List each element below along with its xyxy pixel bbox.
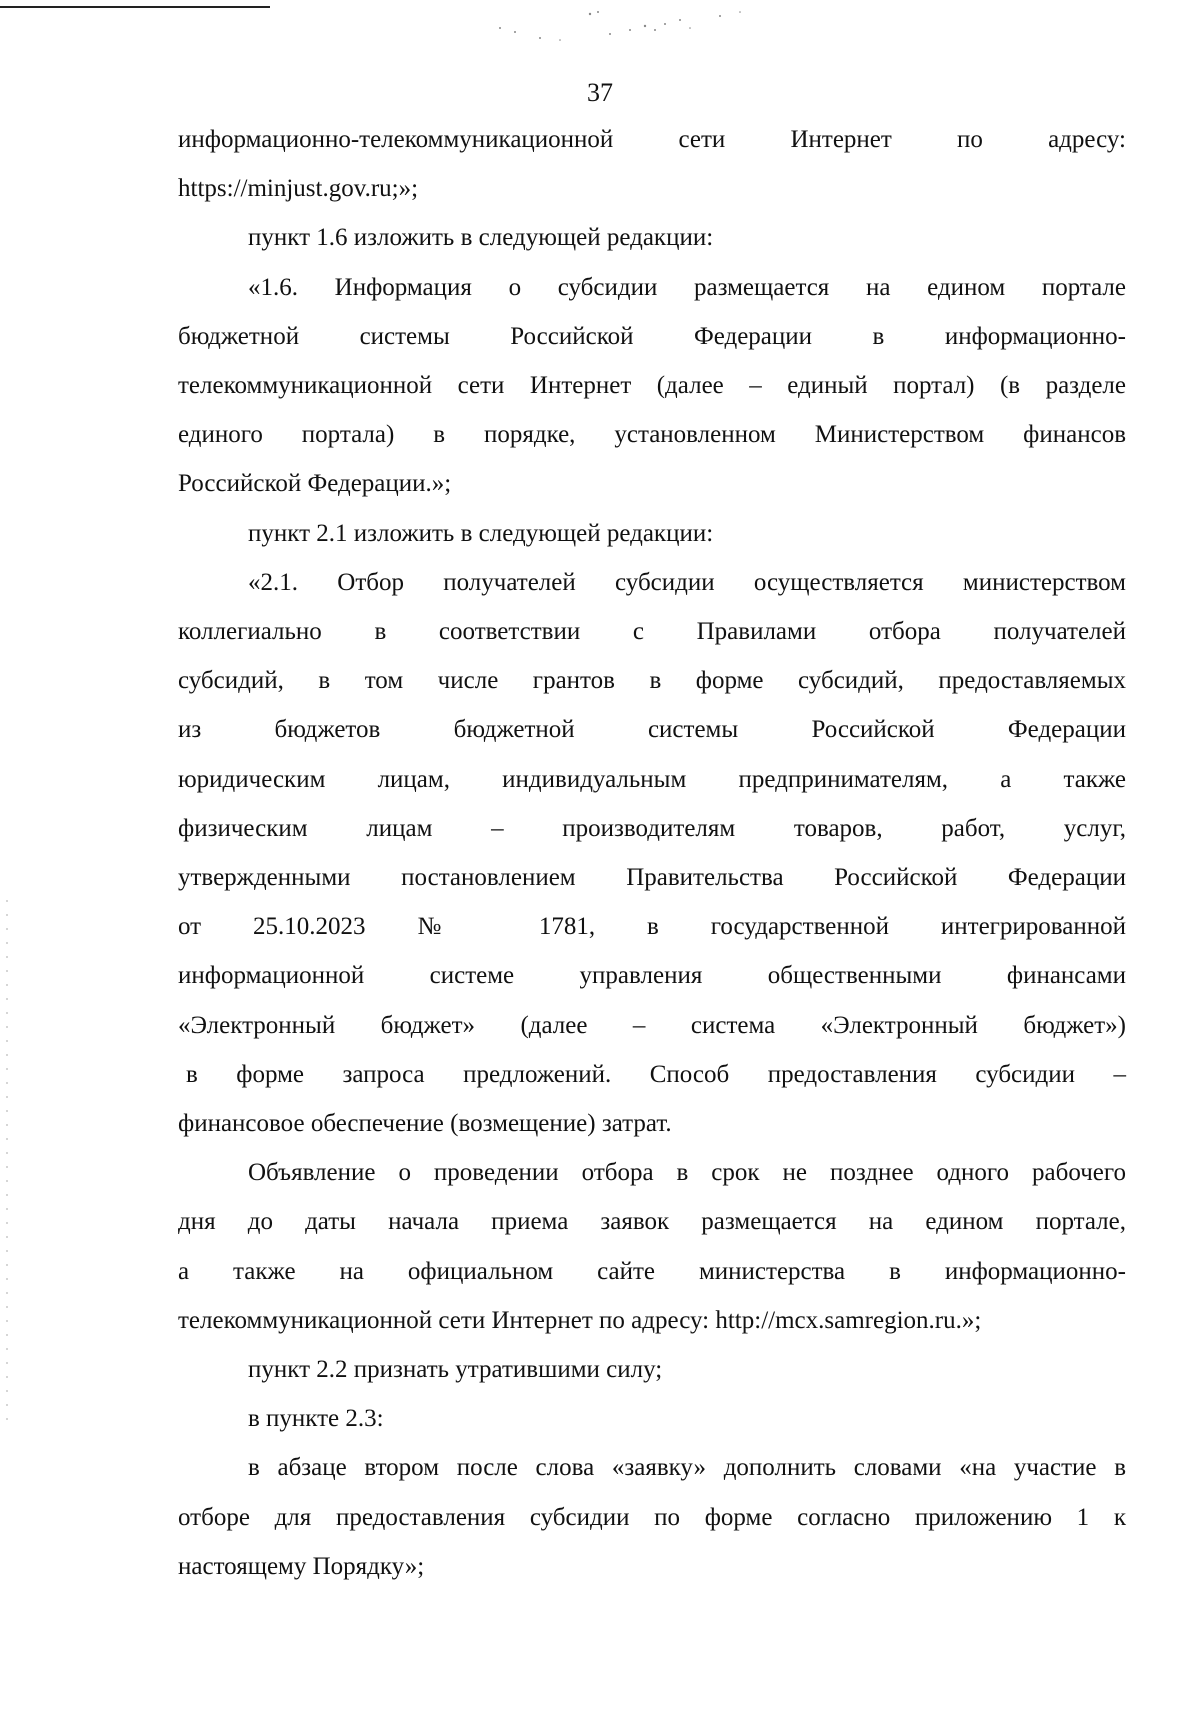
text-line: в пункте 2.3: xyxy=(248,1405,384,1433)
text-line: а также на официальном сайте министерства в информационно- xyxy=(178,1257,1126,1285)
text-line: субсидий, в том числе грантов в форме субсидий, предоставляемых xyxy=(178,667,1126,695)
paragraph xyxy=(178,115,1126,213)
text-line: бюджетной системы Российской Федерации в информационно- xyxy=(178,322,1126,350)
document-body xyxy=(178,115,1126,1591)
text-line: Российской Федерации.»; xyxy=(178,470,452,498)
text-line: в абзаце втором после слова «заявку» дополнить словами «на участие в xyxy=(248,1454,1126,1482)
page-number: 37 xyxy=(587,78,613,107)
paragraph xyxy=(178,1148,1126,1345)
text-line: утвержденными постановлением Правительства Российской Федерации xyxy=(178,864,1126,892)
text-line: «Электронный бюджет» (далее – система «Электронный бюджет») xyxy=(178,1011,1126,1039)
text-line: финансовое обеспечение (возмещение) затрат. xyxy=(178,1110,672,1138)
text-line: телекоммуникационной сети Интернет по адресу: http://mcx.samregion.ru.»; xyxy=(178,1306,982,1334)
text-line: дня до даты начала приема заявок размещается на едином портале, xyxy=(178,1208,1126,1236)
text-line: единого портала) в порядке, установленном Министерством финансов xyxy=(178,421,1126,449)
scan-edge-line xyxy=(0,6,270,8)
text-line: коллегиально в соответствии с Правилами отбора получателей xyxy=(178,618,1126,646)
paragraph xyxy=(178,558,1126,1148)
text-line: от 25.10.2023 № 1781, в государственной интегрированной xyxy=(178,913,1126,941)
paragraph xyxy=(178,1345,1126,1394)
text-line: юридическим лицам, индивидуальным предпринимателям, а также xyxy=(178,765,1126,793)
text-line: физическим лицам – производителям товаров, работ, услуг, xyxy=(178,814,1126,842)
text-line: настоящему Порядку»; xyxy=(178,1552,425,1580)
scan-margin-dots xyxy=(6,900,8,1420)
paragraph xyxy=(178,263,1126,509)
text-line: информационной системе управления общественными финансами xyxy=(178,962,1126,990)
text-line: в форме запроса предложений. Способ предоставления субсидии – xyxy=(186,1060,1126,1088)
text-line: пункт 1.6 изложить в следующей редакции: xyxy=(248,224,714,252)
text-line: из бюджетов бюджетной системы Российской Федерации xyxy=(178,716,1126,744)
text-line: «1.6. Информация о субсидии размещается на едином портале xyxy=(248,273,1126,301)
text-line: информационно-телекоммуникационной сети Интернет по адресу: xyxy=(178,126,1126,153)
text-line: Объявление о проведении отбора в срок не позднее одного рабочего xyxy=(248,1159,1126,1187)
paragraph xyxy=(178,1443,1126,1591)
text-line: https://minjust.gov.ru;»; xyxy=(178,175,419,203)
text-line: пункт 2.1 изложить в следующей редакции: xyxy=(248,519,714,547)
text-line: отборе для предоставления субсидии по форме согласно приложению 1 к xyxy=(178,1503,1126,1531)
scan-noise xyxy=(480,8,810,44)
paragraph xyxy=(178,1394,1126,1443)
paragraph xyxy=(178,509,1126,558)
text-line: телекоммуникационной сети Интернет (далее – единый портал) (в разделе xyxy=(178,372,1126,400)
text-line: пункт 2.2 признать утратившими силу; xyxy=(248,1356,663,1384)
text-line: «2.1. Отбор получателей субсидии осуществляется министерством xyxy=(248,568,1126,596)
paragraph xyxy=(178,213,1126,262)
